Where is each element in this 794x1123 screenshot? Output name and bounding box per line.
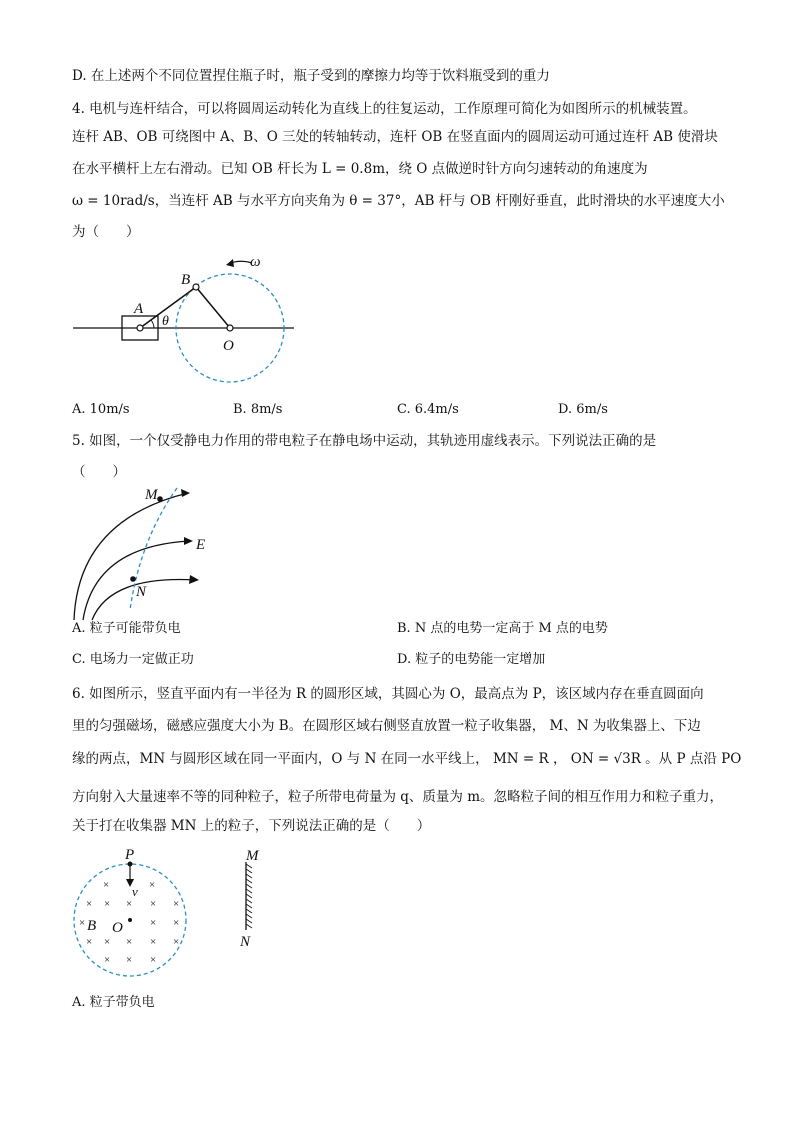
- q4-pivot-b: [193, 284, 199, 290]
- svg-text:×: ×: [126, 936, 133, 948]
- svg-text:×: ×: [104, 898, 111, 910]
- q4-pivot-o: [227, 325, 233, 331]
- q5-label-n: N: [136, 584, 147, 600]
- q6-text-line-1: 6. 如图所示，竖直平面内有一半径为 R 的圆形区域，其圆心为 O，最高点为 P，该区域内存在垂直圆面向: [72, 686, 704, 702]
- q6-collector-hatching: [246, 864, 252, 928]
- q5-option-c: C. 电场力一定做正功: [72, 652, 194, 667]
- q5-field-figure: [74, 487, 205, 620]
- q6-option-a: A. 粒子带负电: [72, 995, 155, 1010]
- q4-label-omega: ω: [250, 254, 261, 270]
- q4-label-a: A: [134, 301, 144, 317]
- svg-text:×: ×: [86, 898, 93, 910]
- svg-text:×: ×: [126, 954, 133, 966]
- q6-text-line-5: 关于打在收集器 MN 上的粒子，下列说法正确的是（ ）: [72, 818, 431, 834]
- q6-text-line-4: 方向射入大量速率不等的同种粒子，粒子所带电荷量为 q、质量为 m。忽略粒子间的相互作用力和粒子重力，: [72, 789, 724, 805]
- q5-text-line-2: （ ）: [72, 464, 126, 480]
- svg-text:×: ×: [149, 879, 156, 891]
- q4-option-a: A. 10m/s: [72, 402, 130, 417]
- svg-text:×: ×: [103, 879, 110, 891]
- svg-text:×: ×: [173, 917, 180, 929]
- q5-point-m: [157, 496, 163, 502]
- svg-text:×: ×: [86, 936, 93, 948]
- q4-label-o: O: [223, 338, 234, 354]
- q4-rotation-arrowhead: [226, 259, 234, 267]
- q6-text-line-2: 里的匀强磁场，磁感应强度大小为 B。在圆形区域右侧竖直放置一粒子收集器， M、N 为收集器上、下边: [72, 718, 701, 734]
- svg-text:×: ×: [150, 954, 157, 966]
- q4-pivot-a: [137, 325, 143, 331]
- q4-text-line-2: 连杆 AB、OB 可绕图中 A、B、O 三处的转轴转动，连杆 OB 在竖直面内的圆周运动可通过连杆 AB 使滑块: [72, 129, 718, 145]
- q6-magnetic-figure: [74, 847, 260, 976]
- svg-text:×: ×: [150, 917, 157, 929]
- q4-text-line-1: 4. 电机与连杆结合，可以将圆周运动转化为直线上的往复运动，工作原理可简化为如图所示的机械装置。: [72, 101, 697, 117]
- svg-text:×: ×: [150, 898, 157, 910]
- q5-label-e: E: [196, 537, 206, 553]
- q5-arrowhead-outer: [181, 489, 190, 497]
- q4-text-line-5: 为（ ）: [72, 224, 140, 240]
- q4-label-theta: θ: [162, 314, 169, 329]
- q5-arrowhead-middle: [184, 537, 193, 545]
- q4-rod-ob: [196, 287, 230, 328]
- q4-label-b: B: [181, 272, 191, 288]
- svg-text:×: ×: [79, 917, 86, 929]
- q4-option-c: C. 6.4m/s: [397, 402, 459, 417]
- q4-text-line-3: 在水平横杆上左右滑动。已知 OB 杆长为 L = 0.8m，绕 O 点做逆时针方向匀速转动的角速度为: [72, 161, 648, 177]
- svg-text:×: ×: [126, 898, 133, 910]
- q4-option-d: D. 6m/s: [558, 402, 608, 417]
- q4-angle-arc: [151, 320, 154, 328]
- q5-arrowhead-inner: [189, 575, 199, 584]
- svg-text:×: ×: [173, 898, 180, 910]
- q6-label-p: P: [125, 847, 135, 863]
- q6-label-v: v: [132, 884, 138, 899]
- svg-text:×: ×: [150, 936, 157, 948]
- q5-option-d: D. 粒子的电势能一定增加: [397, 652, 546, 667]
- q6-label-b: B: [87, 918, 97, 934]
- svg-text:×: ×: [104, 936, 111, 948]
- q4-option-b: B. 8m/s: [233, 402, 283, 417]
- q3-option-d: D. 在上述两个不同位置捏住瓶子时，瓶子受到的摩擦力均等于饮料瓶受到的重力: [72, 68, 550, 84]
- svg-text:×: ×: [173, 936, 180, 948]
- q6-label-o: O: [112, 920, 123, 936]
- q5-text-line-1: 5. 如图，一个仅受静电力作用的带电粒子在静电场中运动，其轨迹用虚线表示。下列说法正确的是: [72, 433, 657, 449]
- q6-point-o: [128, 918, 132, 922]
- q5-point-n: [130, 576, 136, 582]
- q4-text-line-4: ω = 10rad/s，当连杆 AB 与水平方向夹角为 θ = 37°，AB 杆与 OB 杆刚好垂直，此时滑块的水平速度大小: [72, 193, 725, 209]
- q5-option-b: B. N 点的电势一定高于 M 点的电势: [397, 621, 608, 636]
- svg-text:×: ×: [104, 954, 111, 966]
- q6-label-n: N: [240, 934, 251, 950]
- q6-text-line-3: 缘的两点，MN 与圆形区域在同一平面内，O 与 N 在同一水平线上， MN = R ， ON = √3R 。从 P 点沿 PO: [72, 751, 742, 767]
- q5-option-a: A. 粒子可能带负电: [72, 621, 181, 636]
- q6-label-m: M: [246, 848, 259, 864]
- q5-label-m: M: [145, 487, 158, 503]
